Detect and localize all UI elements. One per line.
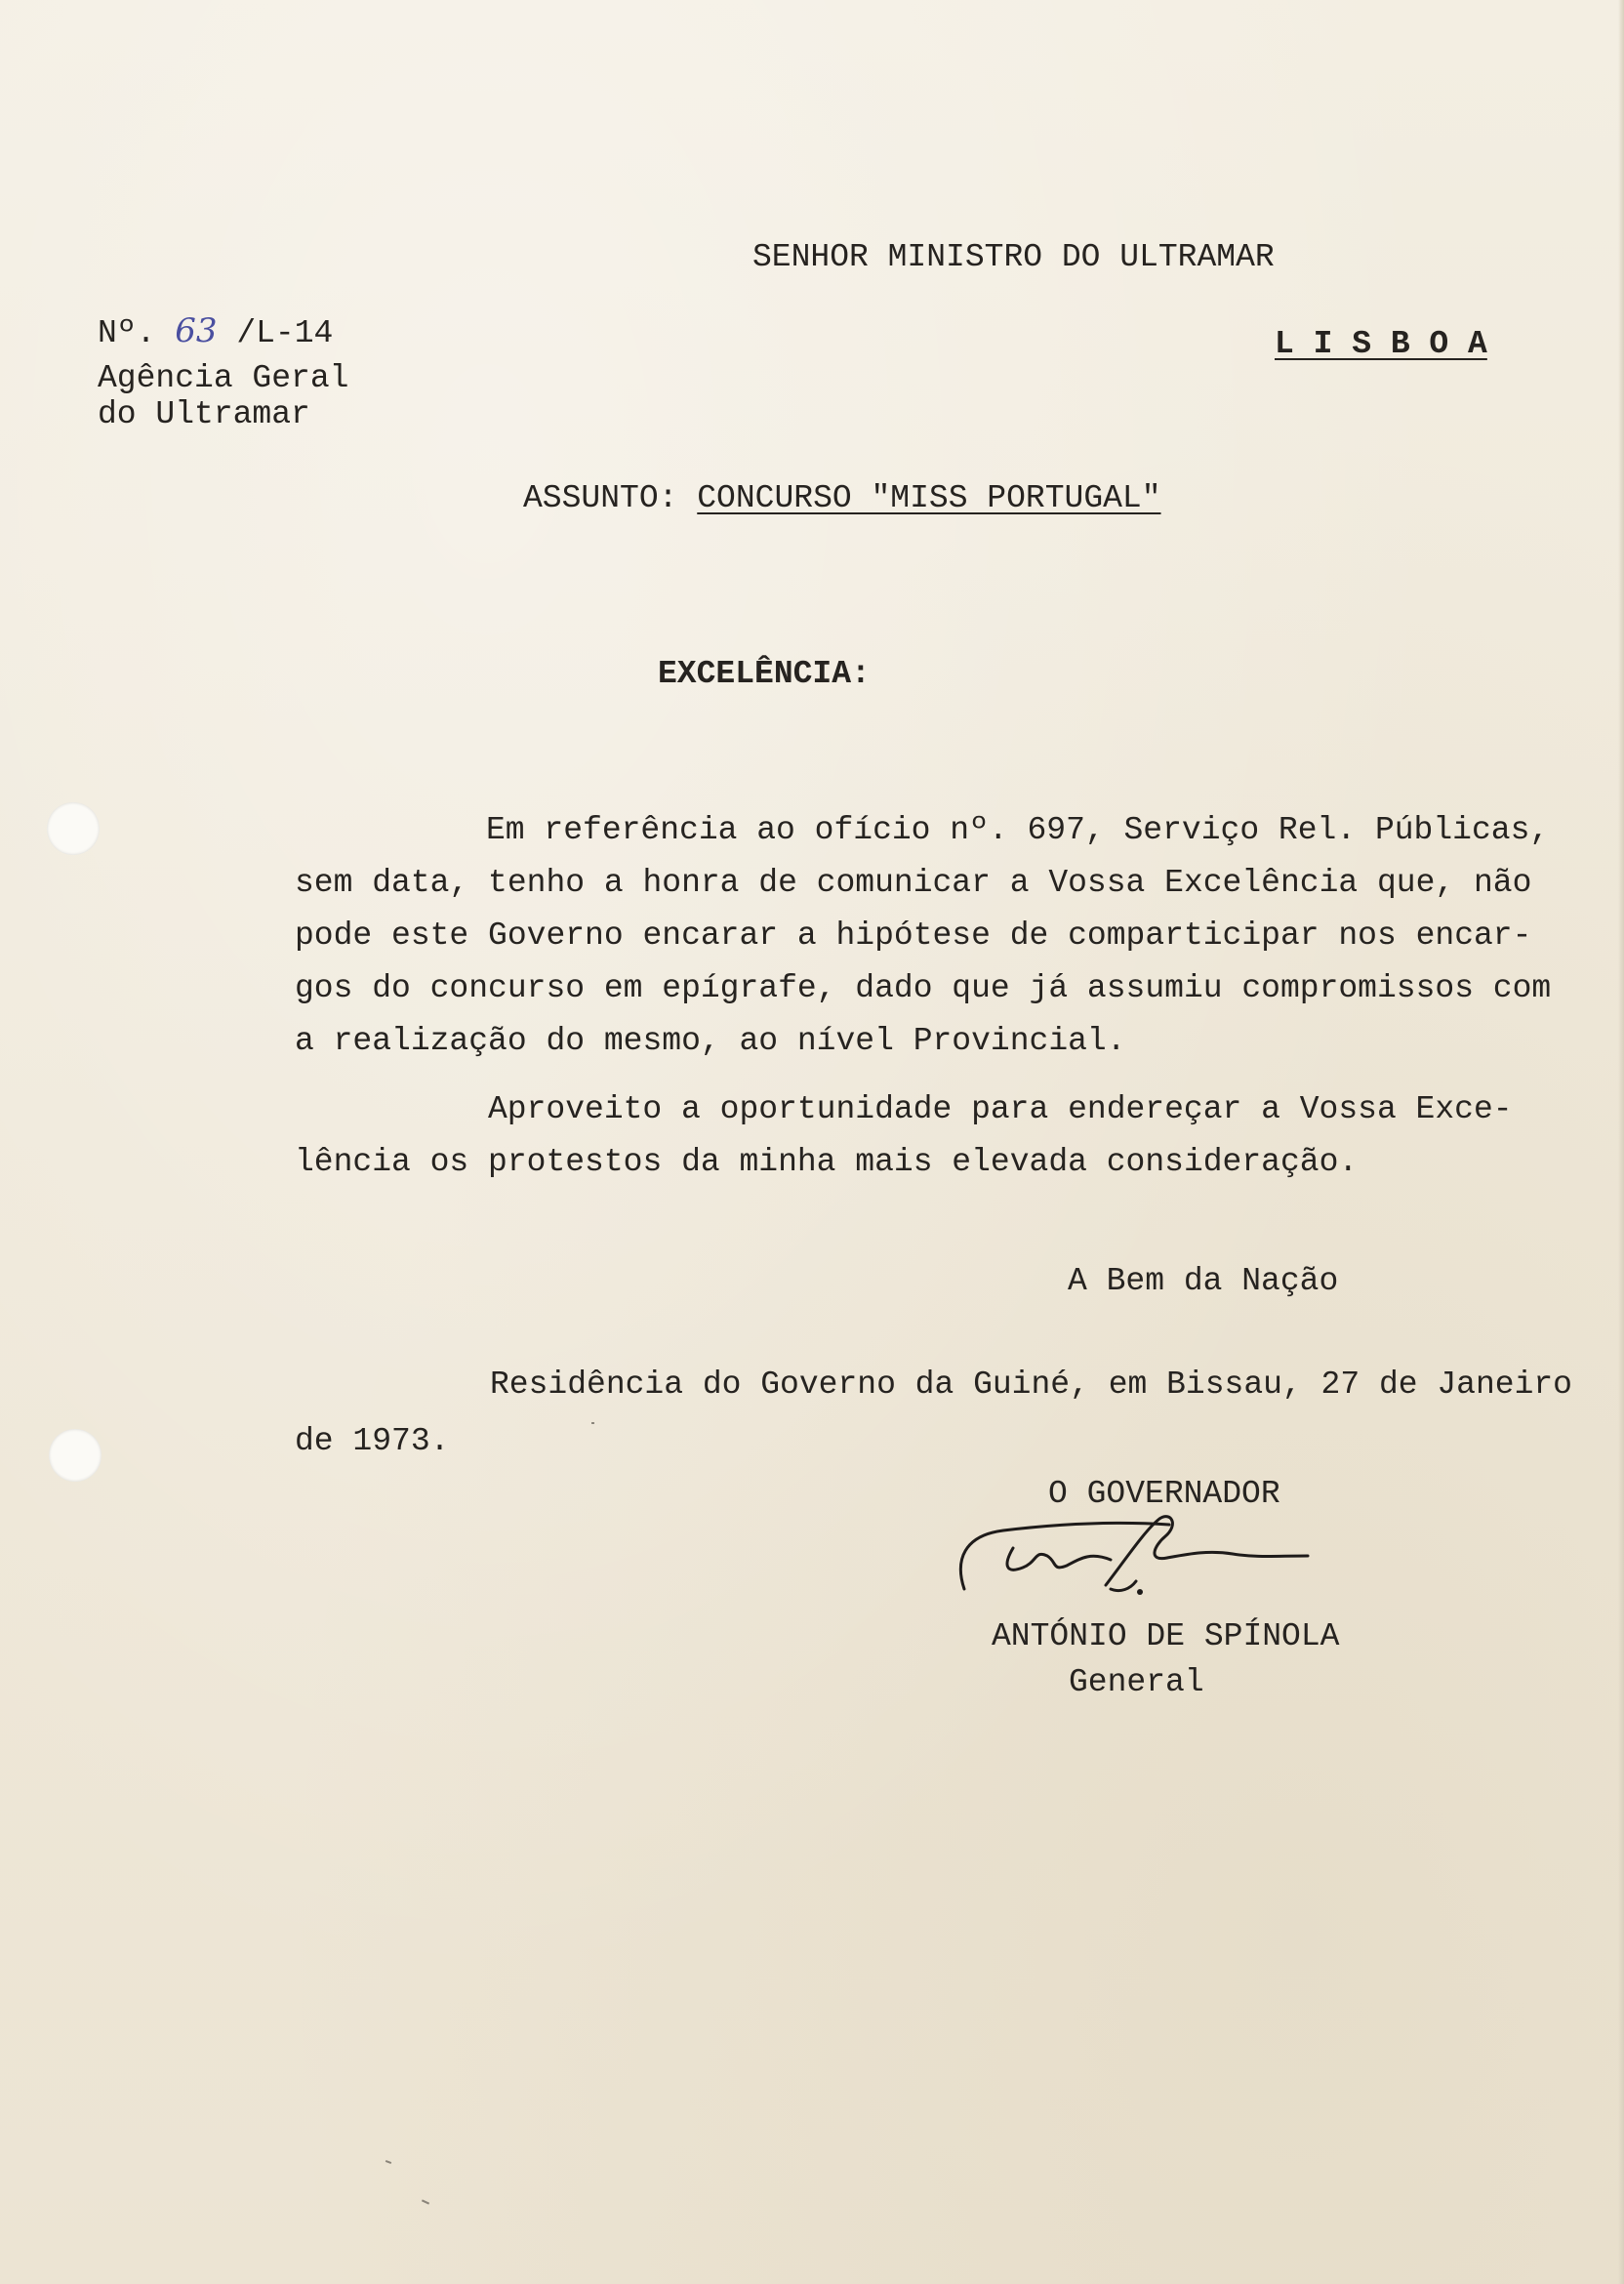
reference-suffix: /L-14	[236, 315, 334, 351]
body-p2-line-2: lência os protestos da minha mais elevada consideração.	[295, 1144, 1359, 1180]
closing: A Bem da Nação	[1068, 1263, 1339, 1299]
body-p1-line-3: pode este Governo encarar a hipótese de comparticipar nos encar-	[295, 918, 1532, 954]
signatory-name: ANTÓNIO DE SPÍNOLA	[992, 1618, 1340, 1654]
signatory-rank: General	[1069, 1664, 1204, 1700]
sender-line-1: Agência Geral	[98, 360, 349, 396]
paper-speck	[591, 1422, 594, 1424]
subject-line	[523, 482, 1161, 514]
paper-edge	[1618, 0, 1624, 2284]
reference-prefix: Nº.	[98, 315, 156, 351]
body-p2-line-1: Aproveito a oportunidade para endereçar a Vossa Exce-	[488, 1091, 1513, 1127]
city: L I S B O A	[1275, 326, 1487, 362]
reference-number	[98, 311, 334, 351]
punch-hole-bottom	[49, 1429, 102, 1482]
body-p1-line-2: sem data, tenho a honra de comunicar a Vossa Excelência que, não	[295, 865, 1532, 901]
place-date-line-1: Residência do Governo da Guiné, em Bissau, 27 de Janeiro	[490, 1366, 1572, 1403]
paper-speck	[422, 2199, 429, 2204]
punch-hole-top	[47, 802, 100, 855]
body-p1-line-5: a realização do mesmo, ao nível Provincial.	[295, 1023, 1126, 1059]
place-date-line-2: de 1973.	[295, 1423, 450, 1459]
salutation: EXCELÊNCIA:	[658, 656, 871, 692]
subject-text: CONCURSO "MISS PORTUGAL"	[697, 480, 1161, 516]
sender-line-2: do Ultramar	[98, 396, 310, 432]
body-p1-line-1: Em referência ao ofício nº. 697, Serviço Rel. Públicas,	[486, 812, 1550, 848]
paper-speck	[386, 2160, 391, 2164]
subject-label: ASSUNTO:	[523, 480, 678, 516]
signatory-title: O GOVERNADOR	[1048, 1476, 1280, 1512]
handwritten-number: 63	[175, 311, 218, 350]
body-p1-line-4: gos do concurso em epígrafe, dado que já assumiu compromissos com	[295, 970, 1552, 1006]
addressee: SENHOR MINISTRO DO ULTRAMAR	[752, 239, 1275, 275]
handwritten-signature	[945, 1491, 1335, 1618]
